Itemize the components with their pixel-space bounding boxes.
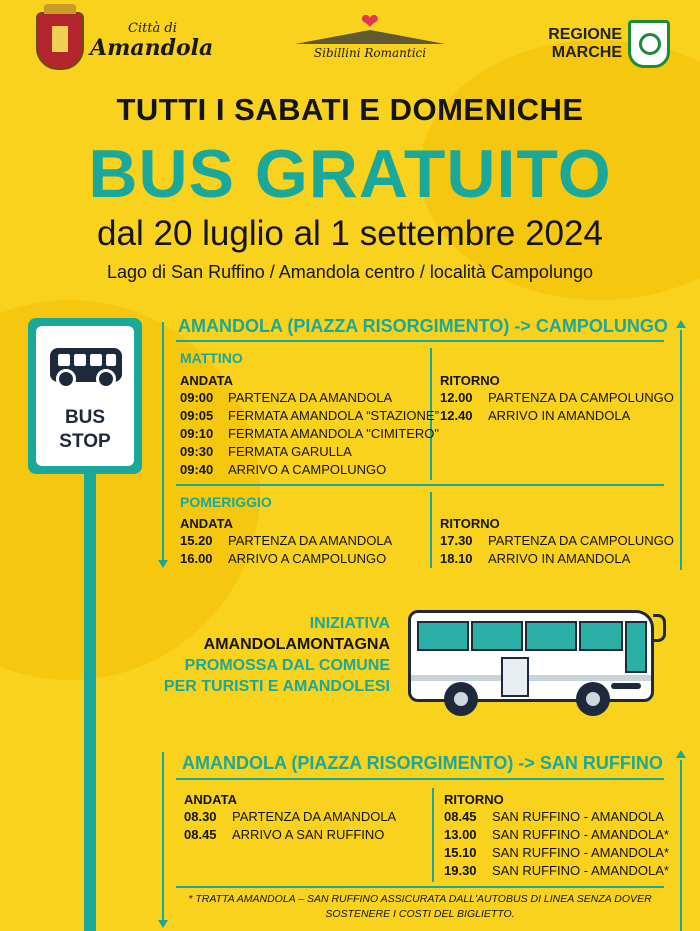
schedule-time: 09:00 bbox=[180, 390, 214, 405]
promo-line3: PROMOSSA DAL COMUNE bbox=[184, 657, 390, 674]
schedule-stop: SAN RUFFINO - AMANDOLA* bbox=[492, 863, 669, 878]
afternoon-outbound-list bbox=[180, 532, 392, 568]
schedule-stop: ARRIVO IN AMANDOLA bbox=[488, 408, 631, 423]
morning-outbound-label: ANDATA bbox=[180, 373, 233, 388]
city-name: Amandola bbox=[90, 34, 214, 61]
schedule-stop: PARTENZA DA AMANDOLA bbox=[228, 533, 393, 548]
arrow-down-icon bbox=[158, 560, 168, 568]
afternoon-label: POMERIGGIO bbox=[180, 494, 272, 510]
region-logo bbox=[548, 20, 670, 68]
schedule-time: 12.00 bbox=[440, 390, 473, 405]
schedule-stop: ARRIVO A CAMPOLUNGO bbox=[228, 462, 387, 477]
schedule-time: 08.45 bbox=[184, 827, 217, 842]
schedule-row bbox=[444, 808, 669, 826]
schedule-time: 13.00 bbox=[444, 827, 477, 842]
footnote-line1: * TRATTA AMANDOLA – SAN RUFFINO ASSICURATA DALL'AUTOBUS DI LINEA SENZA DOVER bbox=[188, 893, 652, 905]
schedule-time: 08.45 bbox=[444, 809, 477, 824]
afternoon-return-label: RITORNO bbox=[440, 516, 500, 531]
sibillini-logo-text: Sibillini Romantici bbox=[313, 46, 427, 60]
route2-outbound-list bbox=[184, 808, 396, 844]
schedule-row bbox=[180, 443, 439, 461]
schedule-row bbox=[444, 844, 669, 862]
schedule-stop: FERMATA AMANDOLA “STAZIONE” bbox=[228, 408, 439, 423]
schedule-time: 15.20 bbox=[180, 533, 213, 548]
footnote-line2: SOSTENERE I COSTI DEL BIGLIETTO. bbox=[325, 908, 515, 920]
route1-left-line bbox=[162, 322, 164, 562]
sign-pole bbox=[84, 470, 96, 931]
morning-label: MATTINO bbox=[180, 350, 243, 366]
schedule-time: 18.10 bbox=[440, 551, 473, 566]
bus-illustration bbox=[408, 610, 656, 718]
promo-line2: AMANDOLAMONTAGNA bbox=[203, 636, 390, 653]
region-line2: MARCHE bbox=[551, 44, 622, 61]
schedule-row bbox=[444, 862, 669, 880]
schedule-time: 15.10 bbox=[444, 845, 477, 860]
schedule-stop: PARTENZA DA AMANDOLA bbox=[228, 390, 393, 405]
mountain-icon bbox=[295, 28, 445, 44]
schedule-time: 09:10 bbox=[180, 426, 214, 441]
schedule-row bbox=[440, 407, 674, 425]
schedule-row bbox=[184, 808, 396, 826]
schedule-row bbox=[440, 532, 674, 550]
schedule-stop: PARTENZA DA AMANDOLA bbox=[232, 809, 397, 824]
arrow-down-icon bbox=[158, 920, 168, 928]
schedule-time: 09:05 bbox=[180, 408, 214, 423]
city-crest-icon bbox=[36, 12, 84, 70]
promo-text bbox=[164, 613, 390, 697]
bus-stop-sign bbox=[28, 318, 142, 474]
schedule-stop: SAN RUFFINO - AMANDOLA* bbox=[492, 845, 669, 860]
schedule-row bbox=[180, 425, 439, 443]
schedule-time: 09:40 bbox=[180, 462, 214, 477]
schedule-time: 19.30 bbox=[444, 863, 477, 878]
divider bbox=[176, 886, 664, 888]
schedule-row bbox=[440, 389, 674, 407]
schedule-row bbox=[180, 550, 392, 568]
morning-outbound-list bbox=[180, 389, 439, 479]
schedule-stop: FERMATA GARULLA bbox=[228, 444, 352, 459]
arrow-up-icon bbox=[676, 320, 686, 328]
route2-title: AMANDOLA (PIAZZA RISORGIMENTO) -> SAN RUFFINO bbox=[182, 753, 663, 773]
schedule-row bbox=[180, 461, 439, 479]
locations: Lago di San Ruffino / Amandola centro / località Campolungo bbox=[107, 262, 593, 282]
route2-return-list bbox=[444, 808, 669, 880]
header bbox=[0, 0, 700, 90]
schedule-stop: SAN RUFFINO - AMANDOLA* bbox=[492, 827, 669, 842]
bus-icon bbox=[50, 348, 122, 382]
schedule-time: 08.30 bbox=[184, 809, 217, 824]
afternoon-outbound-label: ANDATA bbox=[180, 516, 233, 531]
schedule-time: 17.30 bbox=[440, 533, 473, 548]
divider bbox=[432, 788, 434, 882]
schedule-stop: ARRIVO IN AMANDOLA bbox=[488, 551, 631, 566]
schedule-stop: FERMATA AMANDOLA "CIMITERO" bbox=[228, 426, 439, 441]
route2-outbound-label: ANDATA bbox=[184, 792, 237, 807]
divider bbox=[430, 492, 432, 568]
schedule-time: 12.40 bbox=[440, 408, 473, 423]
schedule-row bbox=[184, 826, 396, 844]
city-logo bbox=[36, 12, 213, 70]
morning-return-label: RITORNO bbox=[440, 373, 500, 388]
region-line1: REGIONE bbox=[548, 26, 622, 43]
promo-line4: PER TURISTI E AMANDOLESI bbox=[163, 678, 390, 695]
route2-return-label: RITORNO bbox=[444, 792, 504, 807]
sign-text-bus: BUS bbox=[64, 407, 106, 428]
region-shield-icon bbox=[628, 20, 670, 68]
promo-line1: INIZIATIVA bbox=[309, 615, 390, 632]
schedule-stop: ARRIVO A CAMPOLUNGO bbox=[228, 551, 387, 566]
schedule-stop: PARTENZA DA CAMPOLUNGO bbox=[488, 533, 674, 548]
schedule-row bbox=[180, 389, 439, 407]
route2-left-line bbox=[162, 752, 164, 922]
arrow-up-icon bbox=[676, 750, 686, 758]
schedule-row bbox=[180, 407, 439, 425]
schedule-row bbox=[440, 550, 674, 568]
footnote bbox=[170, 892, 670, 922]
schedule-time: 09:30 bbox=[180, 444, 214, 459]
divider bbox=[176, 340, 664, 342]
city-label-small: Città di bbox=[128, 20, 177, 36]
schedule-stop: PARTENZA DA CAMPOLUNGO bbox=[488, 390, 674, 405]
page-title: BUS GRATUITO bbox=[88, 136, 612, 212]
route1-title: AMANDOLA (PIAZZA RISORGIMENTO) -> CAMPOLUNGO bbox=[178, 316, 668, 336]
subtitle-days: TUTTI I SABATI E DOMENICHE bbox=[116, 92, 584, 127]
heart-icon: ❤ bbox=[360, 10, 380, 35]
sibillini-logo bbox=[290, 12, 450, 60]
route2-right-line bbox=[680, 760, 682, 931]
date-range: dal 20 luglio al 1 settembre 2024 bbox=[97, 214, 603, 253]
schedule-stop: SAN RUFFINO - AMANDOLA bbox=[492, 809, 664, 824]
divider bbox=[176, 484, 664, 486]
morning-return-list bbox=[440, 389, 674, 425]
sign-text-stop: STOP bbox=[59, 431, 111, 452]
schedule-stop: ARRIVO A SAN RUFFINO bbox=[232, 827, 385, 842]
schedule-row bbox=[180, 532, 392, 550]
divider bbox=[176, 778, 664, 780]
schedule-time: 16.00 bbox=[180, 551, 213, 566]
route1-right-line bbox=[680, 330, 682, 570]
afternoon-return-list bbox=[440, 532, 674, 568]
schedule-row bbox=[444, 826, 669, 844]
